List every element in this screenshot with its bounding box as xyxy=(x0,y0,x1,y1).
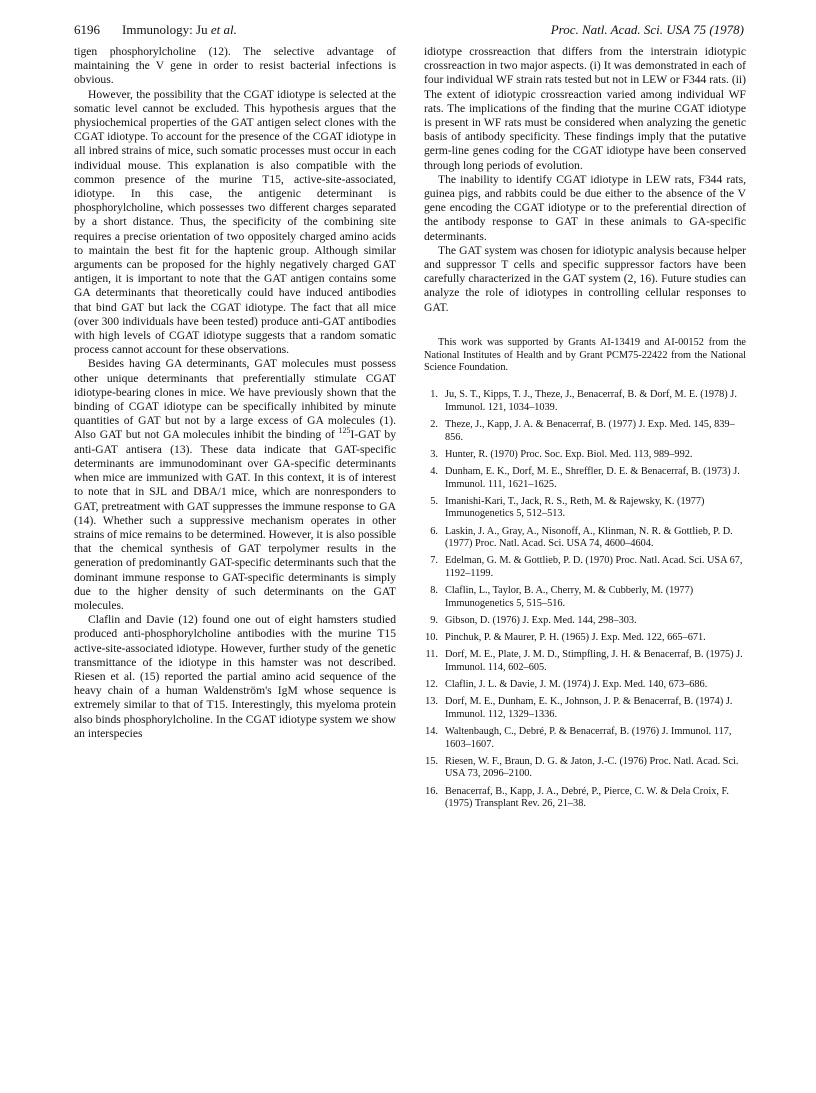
reference-text: Dunham, E. K., Dorf, M. E., Shreffler, D. E. & Benacerraf, B. (1973) J. Immunol. 111, 1621–1625. xyxy=(445,466,740,490)
isotope-superscript: 125 xyxy=(338,426,351,436)
reference-item xyxy=(424,696,746,721)
paragraph-text: Besides having GA determinants, GAT molecules must possess other unique determinants that preferentially stimulate CGAT idiotype-bearing clones in mice. We have previously shown that the binding of CGAT idiotype can be specifically inhibited by minute quantities of GAT but not by a large excess of GA molecules (1). Also GAT but not GA molecules inhibit the binding of xyxy=(74,357,396,442)
reference-item xyxy=(424,466,746,491)
reference-text: Pinchuk, P. & Maurer, P. H. (1965) J. Exp. Med. 122, 665–671. xyxy=(445,632,706,644)
page-header xyxy=(74,22,744,42)
reference-item xyxy=(424,555,746,580)
reference-number: 12. xyxy=(425,679,438,691)
reference-number: 11. xyxy=(425,649,438,661)
reference-item xyxy=(424,679,746,692)
reference-item xyxy=(424,726,746,751)
paragraph: Claflin and Davie (12) found one out of eight hamsters studied produced anti-phosphorylcholine antibodies with the murine T15 active-site-associated idiotype. However, further study of the genetic transmittance of the idiotype in this hamster was not described. Riesen et al. (15) reported the partial amino acid sequence of the heavy chain of a human Waldenström's IgM whose sequence is extremely similar to that of T15. Interestingly, this myeloma protein also binds phosphorylcholine. In the CGAT idiotype system we show an interspecies xyxy=(74,613,396,740)
reference-item xyxy=(424,449,746,462)
reference-text: Dorf, M. E., Plate, J. M. D., Stimpfling, J. H. & Benacerraf, B. (1975) J. Immunol. 114, 602–605. xyxy=(445,649,743,673)
reference-number: 7. xyxy=(430,555,438,567)
reference-number: 5. xyxy=(430,495,438,507)
page-number: 6196 xyxy=(74,22,100,37)
reference-number: 13. xyxy=(425,696,438,708)
reference-number: 9. xyxy=(430,614,438,626)
reference-item xyxy=(424,496,746,521)
reference-number: 3. xyxy=(430,448,438,460)
reference-item xyxy=(424,389,746,414)
reference-item xyxy=(424,632,746,645)
reference-item xyxy=(424,419,746,444)
reference-text: Ju, S. T., Kipps, T. J., Theze, J., Benacerraf, B. & Dorf, M. E. (1978) J. Immunol. 121, 1034–1039. xyxy=(445,389,737,413)
running-head-section xyxy=(122,22,237,38)
reference-text: Claflin, L., Taylor, B. A., Cherry, M. & Cubberly, M. (1977) Immunogenetics 5, 515–516. xyxy=(445,585,694,609)
reference-text: Riesen, W. F., Braun, D. G. & Jaton, J.-C. (1976) Proc. Natl. Acad. Sci. USA 73, 2096–2100. xyxy=(445,755,739,780)
paragraph: The inability to identify CGAT idiotype in LEW rats, F344 rats, guinea pigs, and rabbits could be due either to the absence of the V gene encoding the CGAT idiotype or to the preferential direction of the antibody response to GAT in these animals to GA-specific determinants. xyxy=(424,172,746,243)
reference-number: 6. xyxy=(430,525,438,537)
reference-text: Claflin, J. L. & Davie, J. M. (1974) J. Exp. Med. 140, 673–686. xyxy=(445,679,708,691)
reference-number: 1. xyxy=(430,389,438,401)
reference-number: 14. xyxy=(425,726,438,738)
reference-text: Edelman, G. M. & Gottlieb, P. D. (1970) Proc. Natl. Acad. Sci. USA 67, 1192–1199. xyxy=(445,555,743,579)
paragraph-text: I-GAT by anti-GAT antisera (13). These data indicate that GAT-specific determinants are immunodominant over GA-specific determinants when mice are immunized with GAT. In this context, it is of interest to note that in SJL and DBA/1 mice, which are nonresponders to GAT, pretreatment with GAT suppresses the immune response to GA (14). Whether such a suppressive mechanism operates in other strains of mice remains to be determined. However, it is also possible that the chemical synthesis of GAT terpolymer results in the generation of predominantly GAT-specific determinants such that the dominant immune response to GAT-specific determinants is simply due to the higher density of such determinants on the GAT molecules. xyxy=(74,428,396,612)
reference-item xyxy=(424,756,746,781)
paragraph: idiotype crossreaction that differs from the interstrain idiotypic crossreaction in two major aspects. (i) It was demonstrated in each of four individual WF strain rats tested but not in LEW or F344 rats. (ii) The extent of idiotypic crossreaction varied among individual WF rats. The implications of the finding that the murine CGAT idiotype is present in WF rats must be considered when analyzing the genetic basis of antibody specificity. These findings imply that the putative germ-line genes coding for the CGAT idiotype have been conserved through long periods of evolution. xyxy=(424,45,746,172)
running-head-journal: Proc. Natl. Acad. Sci. USA 75 (1978) xyxy=(550,22,744,37)
reference-text: Theze, J., Kapp, J. A. & Benacerraf, B. (1977) J. Exp. Med. 145, 839–856. xyxy=(445,419,735,443)
reference-number: 8. xyxy=(430,585,438,597)
reference-number: 15. xyxy=(425,755,438,767)
reference-item xyxy=(424,585,746,610)
left-column xyxy=(74,45,396,741)
reference-item xyxy=(424,786,746,811)
paragraph: The GAT system was chosen for idiotypic analysis because helper and suppressor T cells and specific suppressor factors have been carefully characterized in the GAT system (2, 16). Future studies can analyze the role of idiotypes in controlling cellular responses to GAT. xyxy=(424,243,746,314)
acknowledgment: This work was supported by Grants AI-13419 and AI-00152 from the National Institutes of Health and by Grant PCM75-22422 from the National Science Foundation. xyxy=(424,336,746,374)
reference-text: Waltenbaugh, C., Debré, P. & Benacerraf, B. (1976) J. Immunol. 117, 1603–1607. xyxy=(445,726,732,750)
reference-list xyxy=(424,389,746,811)
reference-item xyxy=(424,649,746,674)
reference-text: Laskin, J. A., Gray, A., Nisonoff, A., Klinman, N. R. & Gottlieb, P. D. (1977) Proc. Natl. Acad. Sci. USA 74, 4600–4604. xyxy=(445,525,733,550)
reference-number: 16. xyxy=(425,785,438,797)
paragraph xyxy=(74,357,396,613)
reference-text: Dorf, M. E., Dunham, E. K., Johnson, J. P. & Benacerraf, B. (1974) J. Immunol. 112, 1329–1336. xyxy=(445,696,733,720)
paragraph: tigen phosphorylcholine (12). The selective advantage of maintaining the V gene in order to resist bacterial infections is obvious. xyxy=(74,45,396,87)
reference-text: Imanishi-Kari, T., Jack, R. S., Reth, M. & Rajewsky, K. (1977) Immunogenetics 5, 512–513. xyxy=(445,495,705,520)
reference-text: Hunter, R. (1970) Proc. Soc. Exp. Biol. Med. 113, 989–992. xyxy=(445,448,693,460)
reference-number: 10. xyxy=(425,632,438,644)
reference-number: 4. xyxy=(430,466,438,477)
reference-item xyxy=(424,526,746,551)
running-head-etal: et al. xyxy=(210,22,237,37)
reference-item xyxy=(424,615,746,628)
paragraph: However, the possibility that the CGAT idiotype is selected at the somatic level cannot be excluded. This hypothesis argues that the physiochemical properties of the GAT antigen select clones with the CGAT idiotype. To account for the presence of the CGAT idiotype in all inbred strains of mice, such somatic processes must occur in each individual mouse. This explanation is also compatible with the common presence of the murine T15, active-site-associated, idiotype. In this case, the antigenic determinant is phosphorylcholine, which possesses two different charges separated by a short distance. Thus, the specificity of the combining site requires a precise orientation of two oppositely charged amino acids to maintain the best fit for the haptenic group. Although similar arguments can be proposed for the highly negatively charged GAT antigen, it is important to note that the GAT antigen contains some GA determinants that theoretically could have induced antibodies that bind GAT but lack the CGAT idiotype. The fact that all mice (over 300 individuals have been tested) produce anti-GAT antibodies with high levels of CGAT idiotype suggests that a random somatic process cannot account for these observations. xyxy=(74,87,396,357)
running-head-topic: Immunology: Ju xyxy=(122,22,211,37)
reference-text: Benacerraf, B., Kapp, J. A., Debré, P., Pierce, C. W. & Dela Croix, F. (1975) Transplant Rev. 26, 21–38. xyxy=(445,785,730,810)
right-column xyxy=(424,45,746,815)
reference-number: 2. xyxy=(430,419,438,431)
reference-text: Gibson, D. (1976) J. Exp. Med. 144, 298–303. xyxy=(445,614,637,626)
